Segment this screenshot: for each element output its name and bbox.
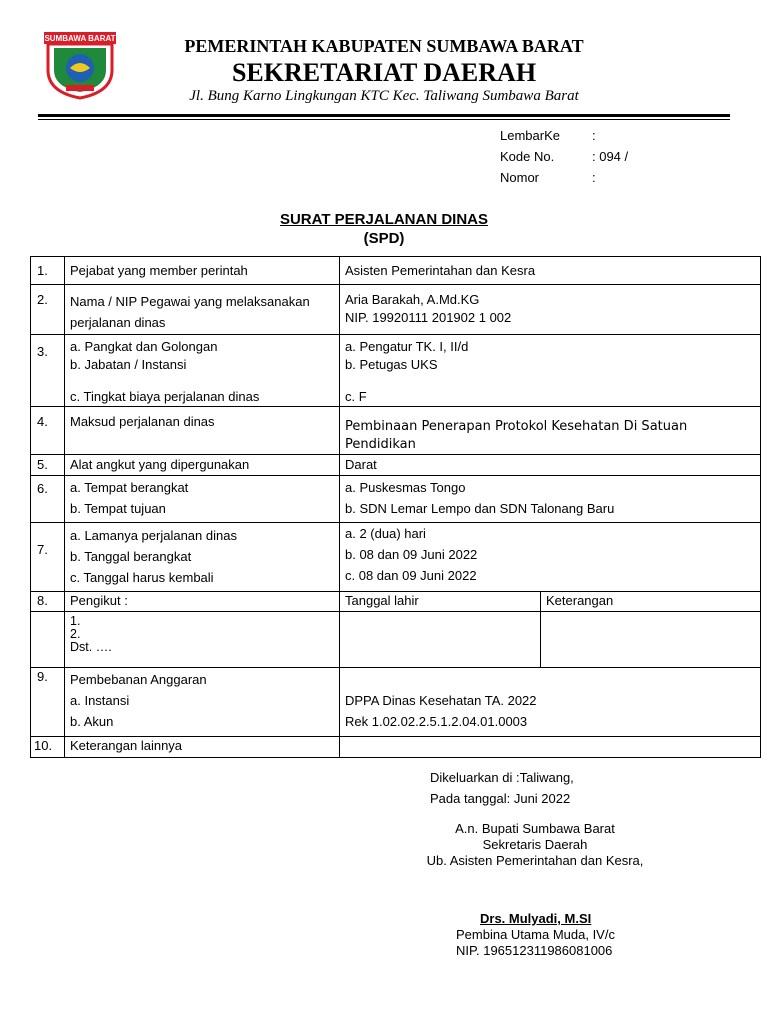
label-line: c. Tingkat biaya perjalanan dinas xyxy=(70,389,260,404)
office-address: Jl. Bung Karno Lingkungan KTC Kec. Taliwang Sumbawa Barat xyxy=(189,88,579,104)
row-label xyxy=(65,523,340,592)
row-number: 2. xyxy=(31,285,65,335)
followers-list xyxy=(65,612,340,668)
label-line: a. Instansi xyxy=(70,693,130,708)
value-line: c. 08 dan 09 Juni 2022 xyxy=(345,568,477,583)
signatory-line-1: A.n. Bupati Sumbawa Barat xyxy=(455,821,615,836)
followers-birthdate xyxy=(340,612,541,668)
row-number: 8. xyxy=(31,592,65,612)
label-line: a. Tempat berangkat xyxy=(70,480,189,495)
lembar-value: : xyxy=(592,128,596,143)
regency-logo xyxy=(40,30,120,100)
row-number: 7. xyxy=(31,523,65,592)
signatory-rank: Pembina Utama Muda, IV/c xyxy=(456,927,615,942)
followers-notes xyxy=(541,612,761,668)
row-value xyxy=(340,668,761,737)
row-number: 6. xyxy=(31,476,65,523)
column-header-tanggal: Tanggal lahir xyxy=(340,592,541,612)
row-number: 5. xyxy=(31,455,65,476)
nomor-label: Nomor xyxy=(500,170,540,185)
logo-banner-text: SUMBAWA BARAT xyxy=(44,34,116,43)
row-number: 1. xyxy=(31,257,65,285)
label-line: b. Jabatan / Instansi xyxy=(70,357,187,372)
label-line: a. Lamanya perjalanan dinas xyxy=(70,528,237,543)
row-label: Pejabat yang member perintah xyxy=(65,257,340,285)
employee-name: Aria Barakah, A.Md.KG xyxy=(345,292,480,307)
row-value xyxy=(340,335,761,407)
row-label xyxy=(65,476,340,523)
value-line: DPPA Dinas Kesehatan TA. 2022 xyxy=(345,693,537,708)
employee-nip: NIP. 19920111 201902 1 002 xyxy=(345,310,512,325)
row-number: 4. xyxy=(31,407,65,455)
issued-date: Pada tanggal: Juni 2022 xyxy=(430,791,571,806)
value-line: b. Petugas UKS xyxy=(345,357,438,372)
value-line: a. 2 (dua) hari xyxy=(345,526,426,541)
column-header-keterangan: Keterangan xyxy=(541,592,761,612)
row-value: Asisten Pemerintahan dan Kesra xyxy=(340,257,761,285)
list-item: 1. xyxy=(70,614,81,628)
label-line: Pembebanan Anggaran xyxy=(70,672,207,687)
table-row xyxy=(31,476,761,523)
value-line: b. 08 dan 09 Juni 2022 xyxy=(345,547,478,562)
signatory-nip: NIP. 196512311986081006 xyxy=(456,943,613,958)
row-value: Pembinaan Penerapan Protokol Kesehatan Di Satuan Pendidikan xyxy=(340,407,761,455)
row-value xyxy=(340,523,761,592)
row-number: 9. xyxy=(31,668,65,737)
row-label: Keterangan lainnya xyxy=(65,737,340,758)
office-name: SEKRETARIAT DAERAH xyxy=(231,58,537,87)
label-line: b. Tanggal berangkat xyxy=(70,549,192,564)
kode-label: Kode No. xyxy=(500,149,555,164)
lembar-label: LembarKe xyxy=(500,128,560,143)
table-row xyxy=(31,668,761,737)
document-title: SURAT PERJALANAN DINAS xyxy=(279,211,489,228)
table-row xyxy=(31,612,761,668)
row-number-empty xyxy=(31,612,65,668)
value-line: a. Pengatur TK. I, II/d xyxy=(345,339,469,354)
value-line: b. SDN Lemar Lempo dan SDN Talonang Baru xyxy=(345,501,615,516)
row-label: Maksud perjalanan dinas xyxy=(65,407,340,455)
row-value xyxy=(340,476,761,523)
government-name: PEMERINTAH KABUPATEN SUMBAWA BARAT xyxy=(184,36,584,56)
row-value xyxy=(340,285,761,335)
signatory-name: Drs. Mulyadi, M.SI xyxy=(480,911,592,926)
table-row xyxy=(31,455,761,476)
table-row xyxy=(31,737,761,758)
table-row xyxy=(31,523,761,592)
row-label: Pengikut : xyxy=(65,592,340,612)
list-item: 2. xyxy=(70,627,81,641)
letterhead-rule-thick xyxy=(38,114,730,117)
label-line: perjalanan dinas xyxy=(70,315,166,330)
label-line: b. Akun xyxy=(70,714,114,729)
table-row xyxy=(31,592,761,612)
signatory-line-2: Sekretaris Daerah xyxy=(482,837,588,852)
row-number: 10. xyxy=(31,737,65,758)
table-row xyxy=(31,285,761,335)
row-value: Darat xyxy=(340,455,761,476)
row-label xyxy=(65,285,340,335)
label-line: a. Pangkat dan Golongan xyxy=(70,339,218,354)
row-value xyxy=(340,737,761,758)
value-line: c. F xyxy=(345,389,367,404)
letterhead-rule-thin xyxy=(38,119,730,120)
row-label xyxy=(65,668,340,737)
signatory-line-3: Ub. Asisten Pemerintahan dan Kesra, xyxy=(426,853,644,868)
row-label: Alat angkut yang dipergunakan xyxy=(65,455,340,476)
row-label xyxy=(65,335,340,407)
value-line: a. Puskesmas Tongo xyxy=(345,480,466,495)
list-item: Dst. …. xyxy=(70,640,112,654)
issued-place: Dikeluarkan di :Taliwang, xyxy=(430,770,574,785)
label-line: c. Tanggal harus kembali xyxy=(70,570,214,585)
kode-value: : 094 / xyxy=(592,149,629,164)
nomor-value: : xyxy=(592,170,596,185)
value-line: Rek 1.02.02.2.5.1.2.04.01.0003 xyxy=(345,714,528,729)
table-row xyxy=(31,335,761,407)
label-line: b. Tempat tujuan xyxy=(70,501,166,516)
table-row xyxy=(31,407,761,455)
document-subtitle: (SPD) xyxy=(363,230,405,247)
spd-table xyxy=(30,256,761,758)
table-row xyxy=(31,257,761,285)
row-number: 3. xyxy=(31,335,65,407)
label-line: Nama / NIP Pegawai yang melaksanakan xyxy=(70,294,310,309)
